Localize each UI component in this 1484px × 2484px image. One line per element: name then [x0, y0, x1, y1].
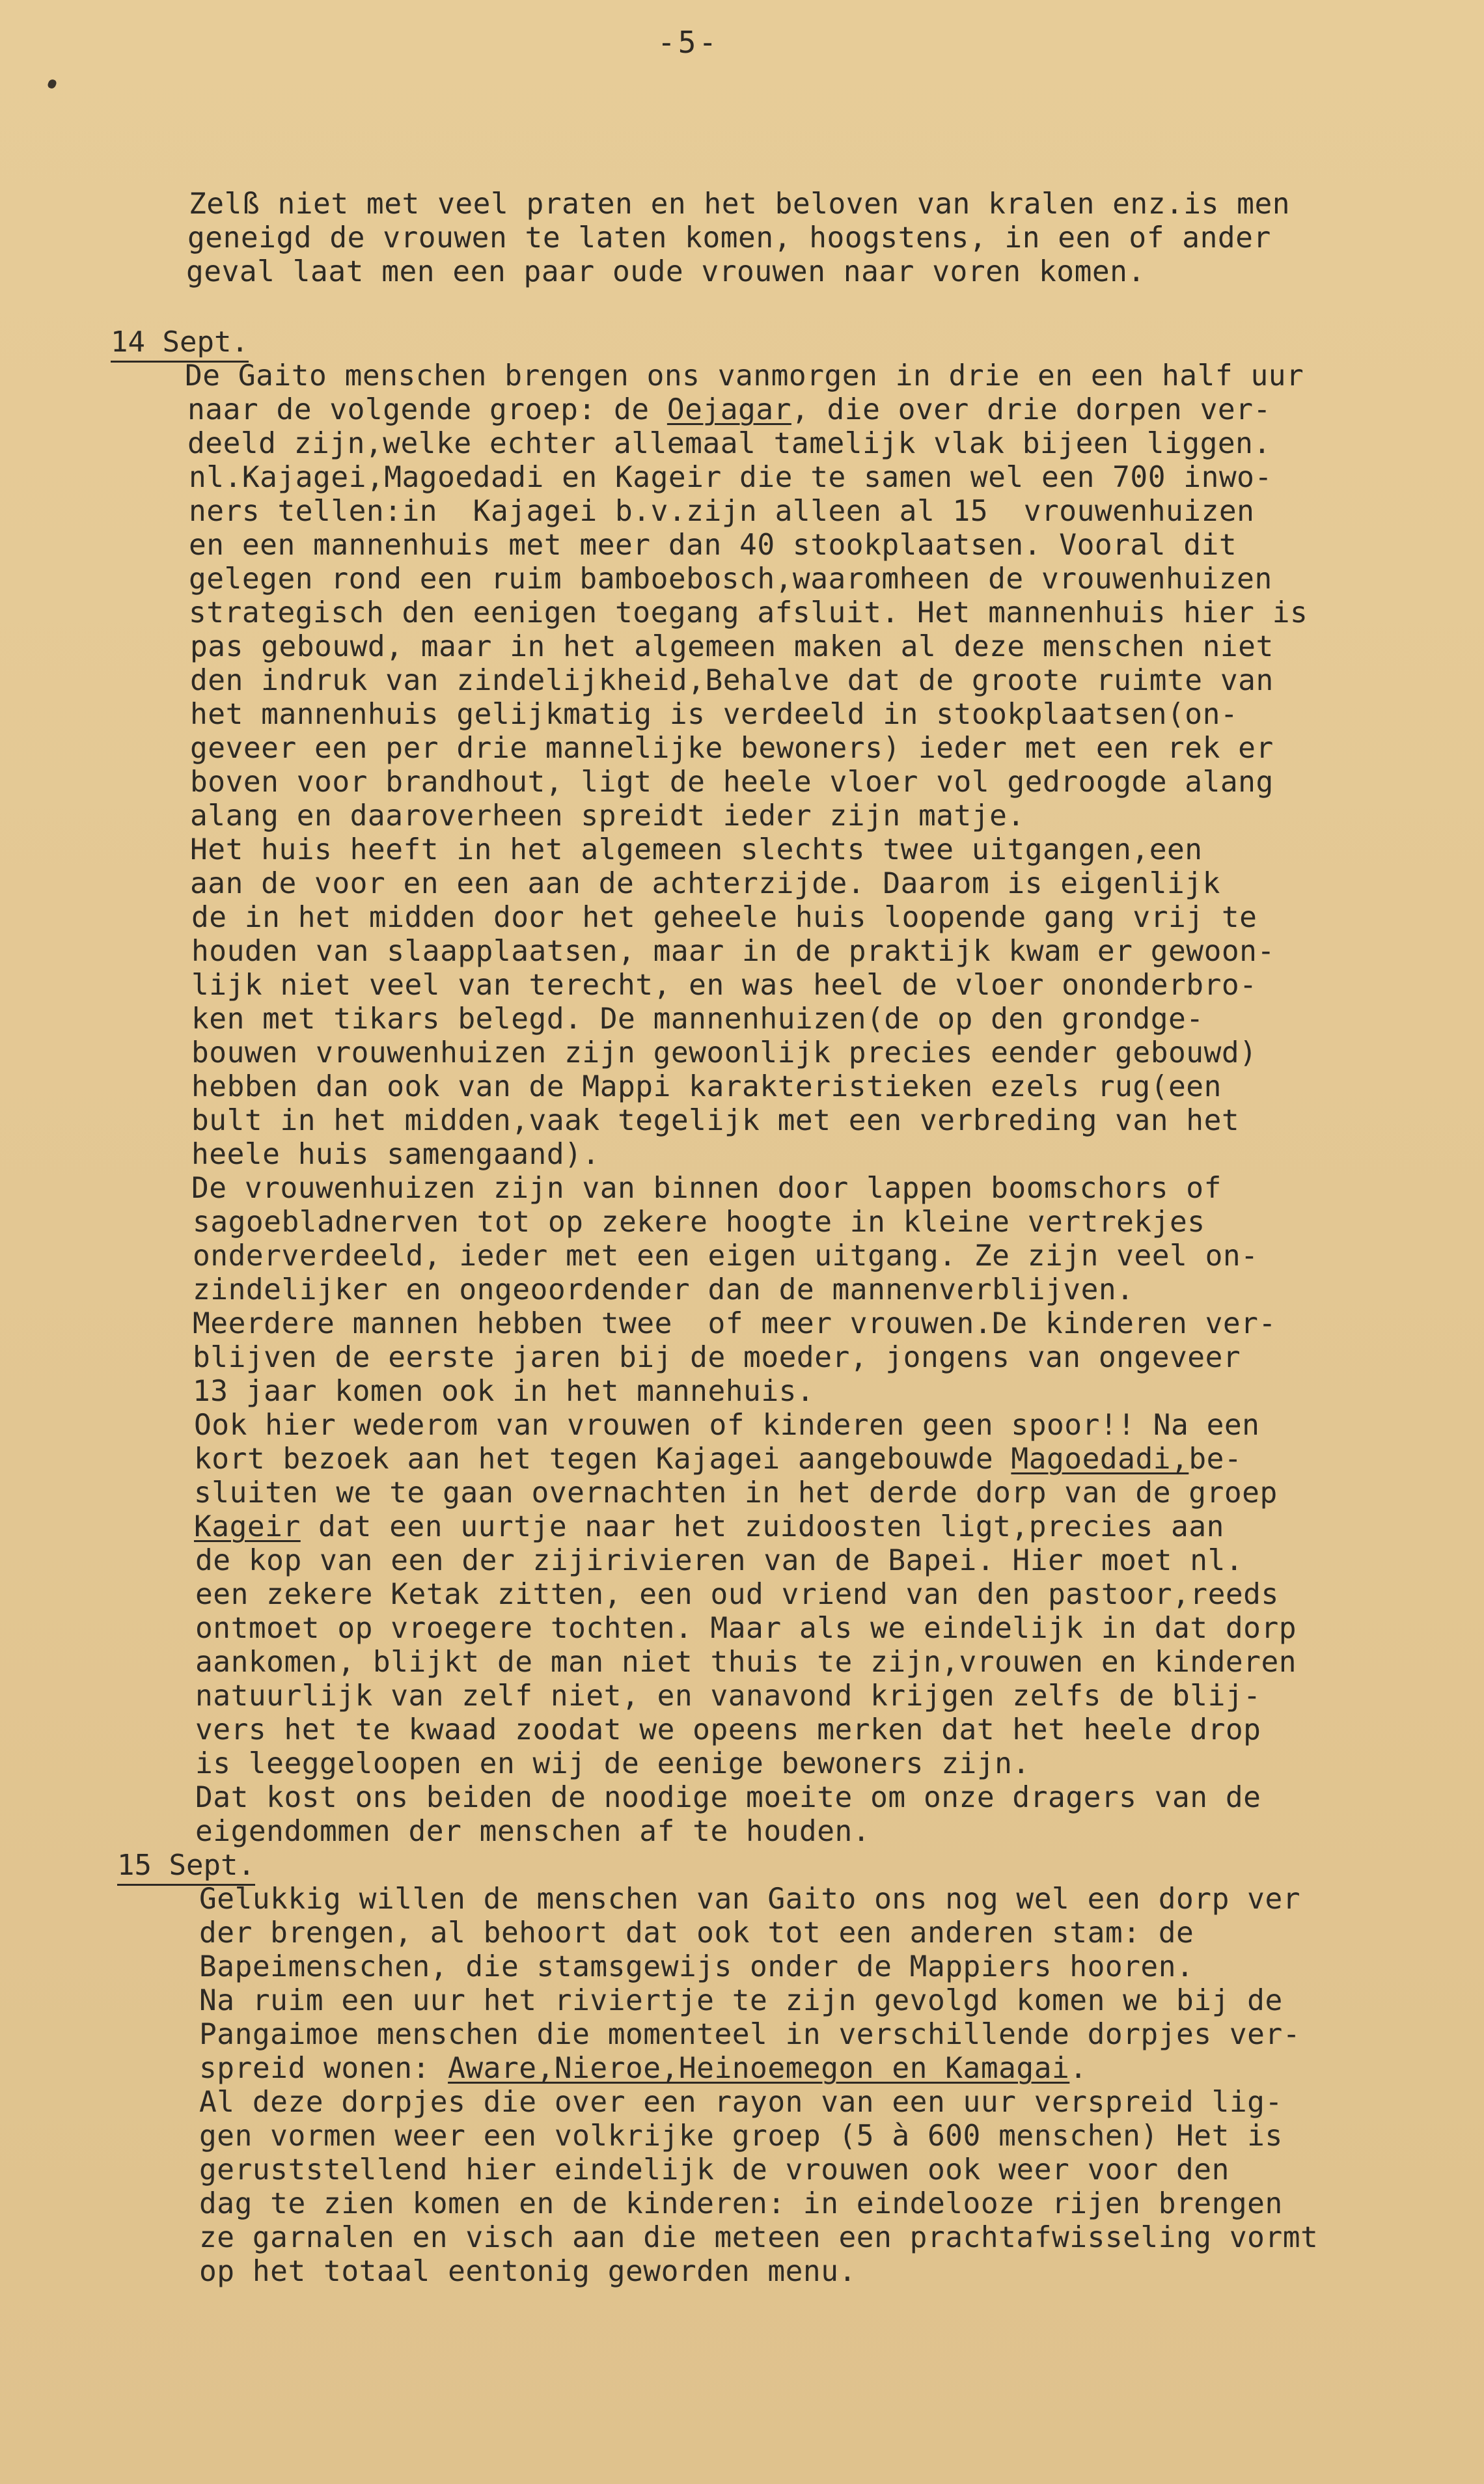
- entry-line: pas gebouwd, maar in het algemeen maken al deze menschen niet: [190, 630, 1274, 663]
- intro-line: Zelß niet met veel praten en het beloven van kralen enz.is men: [189, 187, 1291, 221]
- entry-line: natuurlijk van zelf niet, en vanavond krijgen zelfs de blij-: [195, 1679, 1261, 1713]
- entry-line: [199, 2052, 1088, 2086]
- entry-line: Gelukkig willen de menschen van Gaito ons nog wel een dorp ver: [199, 1883, 1301, 1916]
- entry-line: Pangaimoe menschen die momenteel in verschillende dorpjes ver-: [199, 2018, 1301, 2051]
- entry-line: houden van slaapplaatsen, maar in de praktijk kwam er gewoon-: [191, 935, 1275, 968]
- entry-line: boven voor brandhout, ligt de heele vloer vol gedroogde alang: [190, 766, 1274, 799]
- entry-line: hebben dan ook van de Mappi karakteristieken ezels rug(een: [191, 1070, 1222, 1103]
- entry-line: de in het midden door het geheele huis loopende gang vrij te: [191, 901, 1257, 934]
- entry-line: ken met tikars belegd. De mannenhuizen(de op den grondge-: [191, 1002, 1204, 1036]
- entry-line: Na ruim een uur het riviertje te zijn gevolgd komen we bij de: [199, 1984, 1283, 2017]
- entry-line: Al deze dorpjes die over een rayon van een uur verspreid lig-: [199, 2086, 1283, 2119]
- entry-text: , die over drie dorpen ver-: [791, 393, 1271, 426]
- entry-date-14-sept: 14 Sept.: [111, 325, 249, 363]
- entry-line: geveer een per drie mannelijke bewoners) ieder met een rek er: [190, 732, 1274, 765]
- entry-line: Bapeimenschen, die stamsgewijs onder de Mappiers hooren.: [199, 1950, 1194, 1983]
- entry-line: eigendommen der menschen af te houden.: [195, 1815, 871, 1848]
- ink-speck: [47, 78, 57, 89]
- entry-line: nl.Kajagei,Magoedadi en Kageir die te samen wel een 700 inwo-: [189, 461, 1272, 494]
- entry-line: alang en daaroverheen spreidt ieder zijn matje.: [190, 799, 1025, 833]
- entry-line: Dat kost ons beiden de noodige moeite om onze dragers van de: [195, 1781, 1261, 1814]
- intro-line: geval laat men een paar oude vrouwen naar voren komen.: [186, 255, 1146, 288]
- entry-line: bult in het midden,vaak tegelijk met een verbreding van het: [191, 1104, 1240, 1137]
- entry-line: De Gaito menschen brengen ons vanmorgen in drie en een half uur: [185, 359, 1304, 393]
- place-magoedadi: Magoedadi,: [1011, 1442, 1189, 1476]
- page-number: -5-: [657, 25, 720, 60]
- entry-line: sagoebladnerven tot op zekere hoogte in kleine vertrekjes: [193, 1206, 1205, 1239]
- entry-line: der brengen, al behoort dat ook tot een anderen stam: de: [199, 1916, 1194, 1950]
- entry-line: [194, 1510, 1224, 1544]
- entry-line: gen vormen weer een volkrijke groep (5 à 600 menschen) Het is: [199, 2119, 1283, 2153]
- entry-line: vers het te kwaad zoodat we opeens merken dat het heele drop: [195, 1713, 1261, 1746]
- entry-line: ontmoet op vroegere tochten. Maar als we eindelijk in dat dorp: [195, 1612, 1297, 1645]
- entry-line: deeld zijn,welke echter allemaal tamelijk vlak bijeen liggen.: [187, 427, 1271, 460]
- place-villages: Aware,Nieroe,Heinoemegon en Kamagai: [448, 2052, 1070, 2085]
- entry-line: [194, 1442, 1242, 1476]
- entry-line: [187, 393, 1271, 427]
- entry-date-15-sept: 15 Sept.: [117, 1849, 255, 1886]
- place-kageir: Kageir: [194, 1510, 301, 1543]
- entry-line: is leeggeloopen en wij de eenige bewoners zijn.: [195, 1747, 1030, 1780]
- entry-line: blijven de eerste jaren bij de moeder, jongens van ongeveer: [193, 1341, 1241, 1374]
- entry-line: en een mannenhuis met meer dan 40 stookplaatsen. Vooral dit: [189, 529, 1237, 562]
- entry-text: dat een uurtje naar het zuidoosten ligt,precies aan: [300, 1510, 1224, 1543]
- entry-line: dag te zien komen en de kinderen: in eindelooze rijen brengen: [199, 2187, 1283, 2220]
- entry-line: gelegen rond een ruim bamboebosch,waaromheen de vrouwenhuizen: [189, 562, 1272, 596]
- entry-line: de kop van een der zijirivieren van de Bapei. Hier moet nl.: [195, 1544, 1244, 1577]
- entry-line: aan de voor en een aan de achterzijde. Daarom is eigenlijk: [190, 867, 1220, 900]
- entry-line: aankomen, blijkt de man niet thuis te zijn,vrouwen en kinderen: [195, 1646, 1297, 1679]
- entry-line: sluiten we te gaan overnachten in het derde dorp van de groep: [194, 1476, 1278, 1510]
- entry-line: bouwen vrouwenhuizen zijn gewoonlijk precies eender gebouwd): [191, 1036, 1257, 1070]
- entry-line: De vrouwenhuizen zijn van binnen door lappen boomschors of: [191, 1172, 1222, 1205]
- entry-line: ze garnalen en visch aan die meteen een prachtafwisseling vormt: [199, 2221, 1319, 2254]
- entry-line: Meerdere mannen hebben twee of meer vrouwen.De kinderen ver-: [193, 1307, 1276, 1340]
- entry-line: heele huis samengaand).: [191, 1138, 600, 1171]
- intro-line: geneigd de vrouwen te laten komen, hoogstens, in een of ander: [187, 221, 1271, 255]
- entry-line: 13 jaar komen ook in het mannehuis.: [193, 1375, 815, 1408]
- entry-line: strategisch den eenigen toegang afsluit. Het mannenhuis hier is: [189, 596, 1308, 629]
- entry-text: be-: [1189, 1442, 1243, 1476]
- place-oejagar: Oejagar: [666, 393, 791, 426]
- entry-text: spreid wonen:: [199, 2052, 448, 2085]
- entry-line: een zekere Ketak zitten, een oud vriend van den pastoor,reeds: [195, 1578, 1279, 1611]
- entry-line: het mannenhuis gelijkmatig is verdeeld in stookplaatsen(on-: [190, 698, 1239, 731]
- entry-line: den indruk van zindelijkheid,Behalve dat de groote ruimte van: [190, 664, 1274, 697]
- entry-line: Het huis heeft in het algemeen slechts twee uitgangen,een: [190, 833, 1203, 866]
- entry-line: zindelijker en ongeoordender dan de mannenverblijven.: [193, 1273, 1134, 1306]
- entry-text: kort bezoek aan het tegen Kajagei aangebouwde: [194, 1442, 1011, 1476]
- entry-line: geruststellend hier eindelijk de vrouwen ook weer voor den: [199, 2153, 1230, 2187]
- entry-line: op het totaal eentonig geworden menu.: [199, 2255, 857, 2288]
- entry-line: ners tellen:in Kajagei b.v.zijn alleen al 15 vrouwenhuizen: [189, 495, 1255, 528]
- entry-line: lijk niet veel van terecht, en was heel de vloer ononderbro-: [191, 969, 1257, 1002]
- entry-line: Ook hier wederom van vrouwen of kinderen geen spoor!! Na een: [194, 1409, 1260, 1442]
- entry-line: onderverdeeld, ieder met een eigen uitgang. Ze zijn veel on-: [193, 1239, 1259, 1273]
- entry-text: .: [1069, 2052, 1088, 2085]
- entry-text: naar de volgende groep: de: [187, 393, 667, 426]
